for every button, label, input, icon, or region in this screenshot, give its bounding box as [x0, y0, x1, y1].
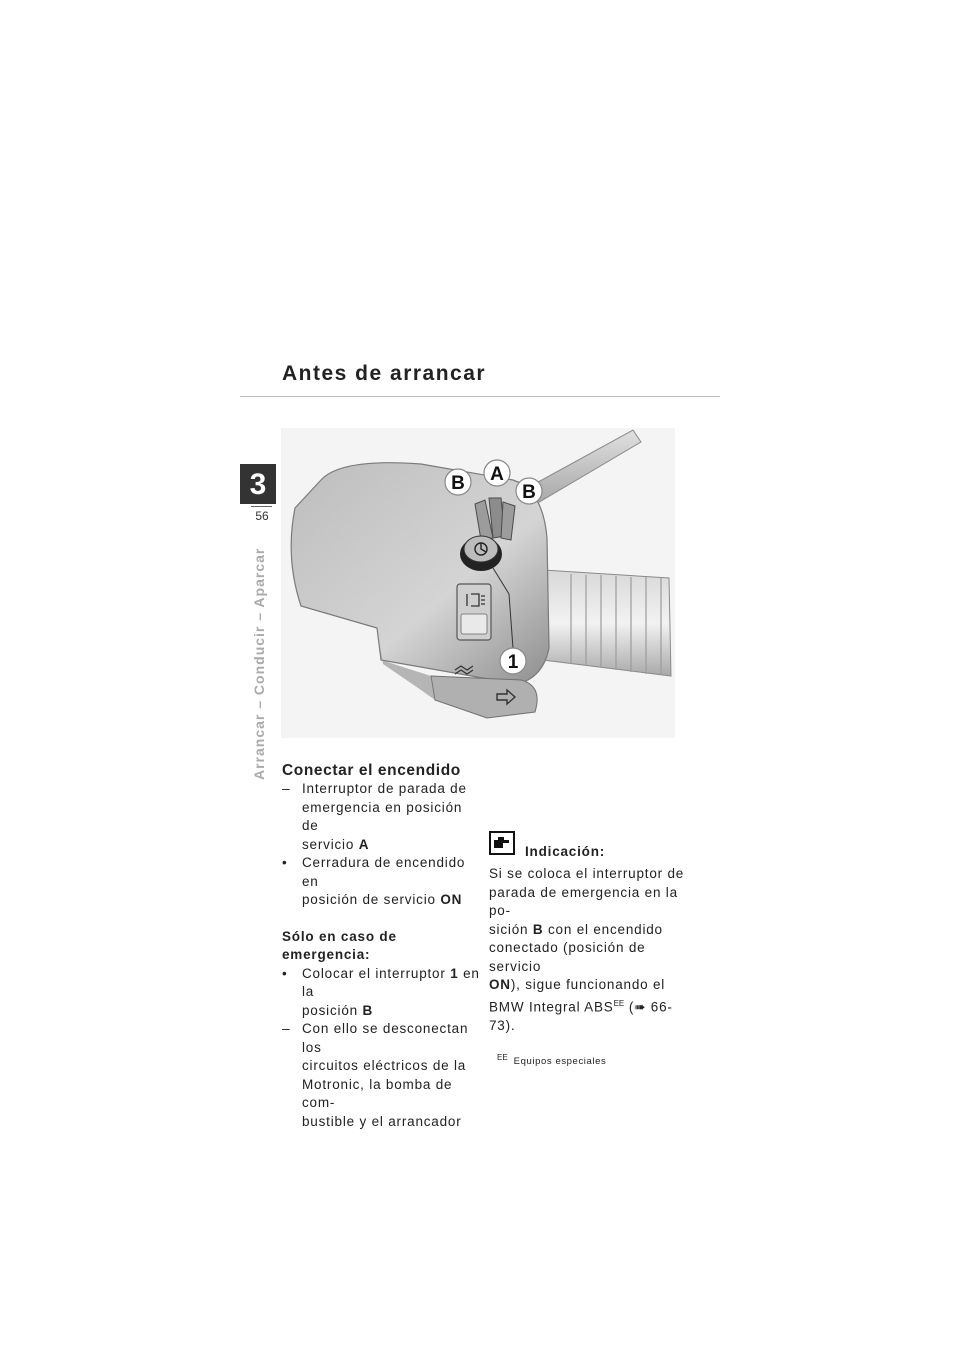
right-column — [489, 831, 695, 1072]
chapter-divider — [251, 506, 272, 507]
text-line: Cerradura de encendido en — [302, 855, 466, 889]
text-line: parada de emergencia en la po- — [489, 884, 678, 918]
text-line: circuitos eléctricos de la — [302, 1058, 467, 1073]
position-label: 1 — [450, 965, 459, 981]
page-reference: 66-73). — [489, 999, 673, 1033]
text-line: Interruptor de parada de — [302, 781, 467, 796]
callout-1: 1 — [507, 652, 519, 673]
dash-mark: – — [282, 1021, 291, 1036]
emergency-heading: Sólo en caso de emergencia: — [282, 928, 397, 962]
title-divider — [240, 396, 720, 397]
callout-b-left: B — [451, 473, 465, 494]
text-line: Motronic, la bomba de com- — [302, 1076, 453, 1110]
footnote-text: Equipos especiales — [513, 1056, 607, 1068]
list-item — [282, 965, 482, 1021]
page-reference-arrow: (➠ — [624, 999, 651, 1014]
left-column — [282, 761, 482, 1131]
footnote-mark: EE — [497, 1053, 508, 1062]
text-line: conectado (posición de servicio — [489, 940, 646, 974]
list-item — [282, 1020, 482, 1131]
position-label: B — [362, 1002, 374, 1018]
text-line: Colocar el interruptor 1 en la — [302, 965, 480, 999]
dash-mark: – — [282, 781, 291, 796]
hand-note-icon — [489, 831, 515, 855]
position-label: ON — [489, 977, 511, 992]
text-line: servicio A — [302, 836, 370, 852]
bullet-mark: • — [282, 855, 288, 870]
handlebar-switch-illustration — [281, 428, 675, 762]
text-line: Con ello se desconectan los — [302, 1021, 469, 1055]
page-title: Antes de arrancar — [282, 362, 487, 385]
page-number: 56 — [255, 509, 269, 523]
callout-a: A — [490, 464, 504, 485]
text-line: posición de servicio ON — [302, 892, 463, 907]
chapter-side-label: Arrancar – Conducir – Aparcar — [251, 547, 267, 780]
note-header — [489, 831, 695, 859]
text-line: sición B con el encendido — [489, 921, 663, 937]
footnote — [489, 1049, 695, 1072]
list-item — [282, 854, 482, 910]
note-title: Indicación: — [525, 844, 606, 859]
bullet-mark: • — [282, 965, 288, 981]
chapter-number: 3 — [240, 464, 276, 504]
callout-b-right: B — [522, 482, 536, 503]
position-label: B — [532, 921, 544, 937]
text-line: ON), sigue funcionando el — [489, 977, 666, 992]
text-line: BMW Integral $ABS^{EE}$ (➠ 66-73). — [489, 998, 673, 1033]
list-item — [282, 780, 482, 854]
text-line: posición B — [302, 1002, 374, 1018]
text-line: Si se coloca el interruptor de — [489, 866, 685, 881]
position-label: ON — [440, 892, 463, 907]
text-line: emergencia en posición de — [302, 799, 463, 833]
section-heading: Conectar el encendido — [282, 762, 461, 779]
special-equipment-mark: EE — [613, 998, 625, 1008]
position-label: A — [358, 836, 370, 852]
text-line: bustible y el arrancador — [302, 1113, 462, 1129]
